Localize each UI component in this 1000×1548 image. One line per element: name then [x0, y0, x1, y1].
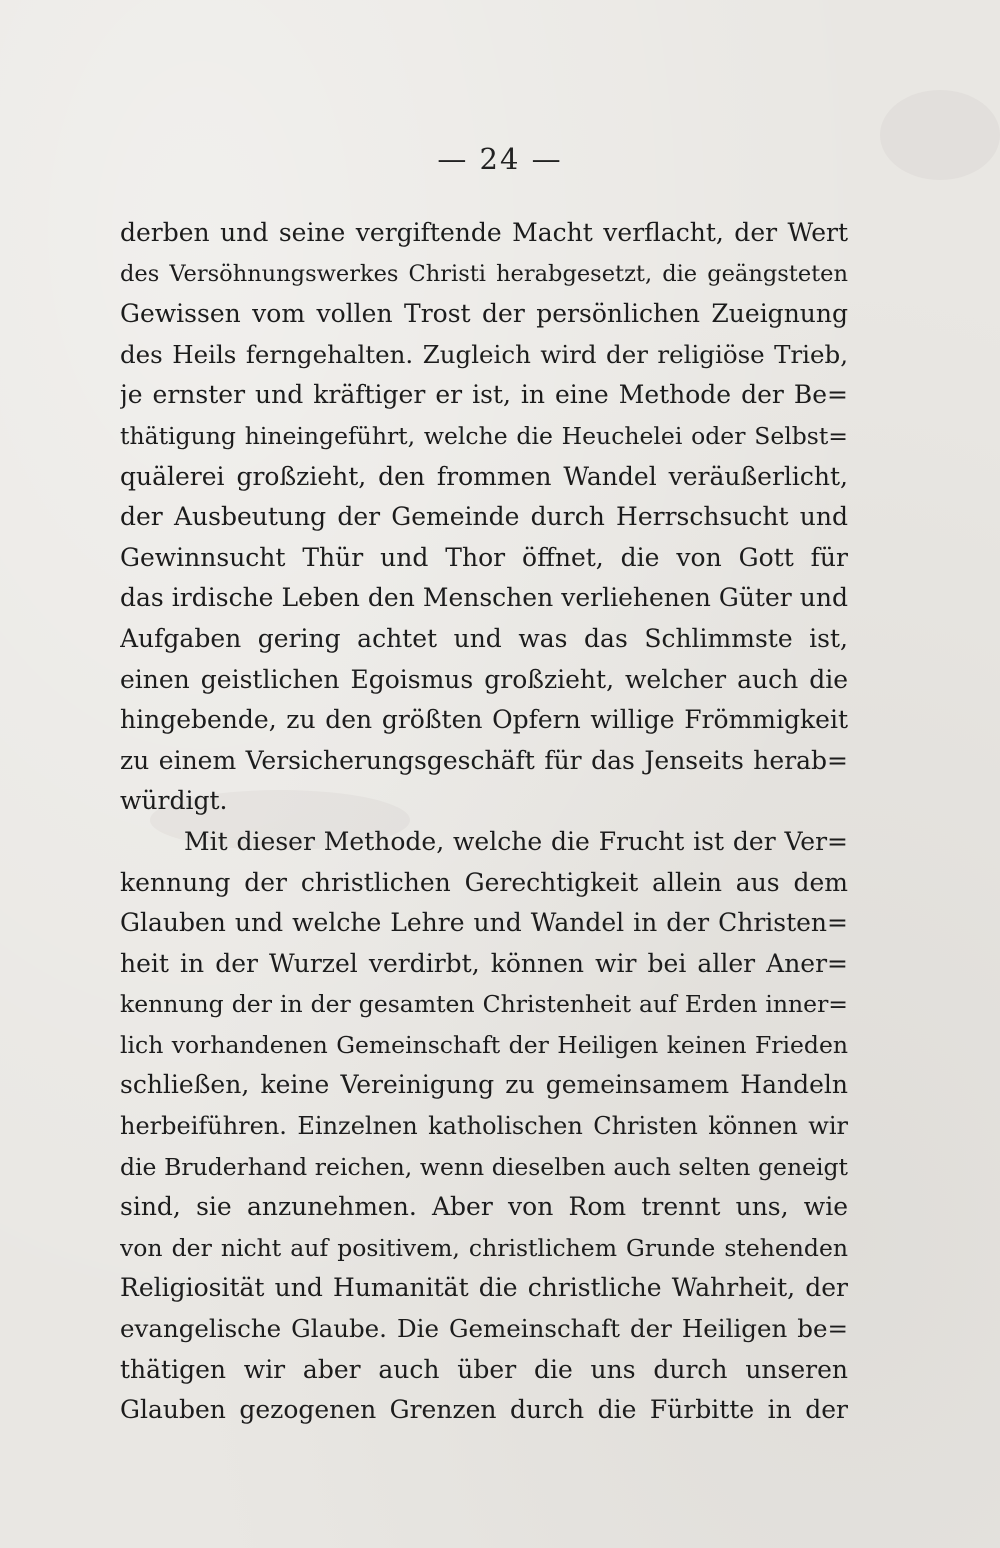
text-line: derben und seine vergiftende Macht verflacht, der Wert [120, 218, 848, 247]
text-line: sind, sie anzunehmen. Aber von Rom trennt uns, wie [120, 1192, 848, 1222]
text-line: thätigen wir aber auch über die uns durch unseren [120, 1354, 848, 1384]
text-line: kennung der in der gesamten Christenheit auf Erden inner= [120, 990, 848, 1019]
text-line: Glauben gezogenen Grenzen durch die Fürbitte in der [120, 1395, 848, 1425]
body-text [120, 213, 848, 1431]
text-line: kennung der christlichen Gerechtigkeit allein aus dem [120, 867, 848, 897]
text-line: des Versöhnungswerkes Christi herabgesetzt, die geängsteten [120, 260, 848, 287]
text-line: evangelische Glaube. Die Gemeinschaft der Heiligen be= [120, 1314, 848, 1344]
text-line: lich vorhandenen Gemeinschaft der Heiligen keinen Frieden [120, 1030, 848, 1059]
text-line: einen geistlichen Egoismus großzieht, welcher auch die [120, 664, 848, 694]
text-line: je ernster und kräftiger er ist, in eine Methode der Be= [120, 380, 848, 410]
text-line: Glauben und welche Lehre und Wandel in der Christen= [120, 908, 848, 938]
text-line: herbeiführen. Einzelnen katholischen Christen können wir [120, 1112, 848, 1141]
text-line: würdigt. [120, 786, 228, 816]
paragraph-2 [120, 822, 848, 1431]
page-number: — 24 — [437, 142, 563, 176]
text-line: Mit dieser Methode, welche die Frucht ist der Ver= [184, 826, 848, 856]
text-line: schließen, keine Vereinigung zu gemeinsamem Handeln [120, 1070, 848, 1100]
text-line: von der nicht auf positivem, christlichem Grunde stehenden [120, 1233, 848, 1262]
text-line: die Bruderhand reichen, wenn dieselben auch selten geneigt [120, 1152, 848, 1181]
text-line: Aufgaben gering achtet und was das Schlimmste ist, [120, 623, 848, 653]
text-line: Gewinnsucht Thür und Thor öffnet, die von Gott für [120, 542, 848, 572]
text-line: quälerei großzieht, den frommen Wandel veräußerlicht, [120, 461, 848, 491]
text-line: der Ausbeutung der Gemeinde durch Herrschsucht und [120, 502, 848, 532]
text-line: thätigung hineingeführt, welche die Heuchelei oder Selbst= [120, 421, 848, 450]
text-line: Religiosität und Humanität die christliche Wahrheit, der [120, 1273, 848, 1303]
text-line: heit in der Wurzel verdirbt, können wir bei aller Aner= [120, 948, 848, 978]
text-line: zu einem Versicherungsgeschäft für das Jenseits herab= [120, 745, 848, 775]
paragraph-1 [120, 213, 848, 822]
text-line: des Heils ferngehalten. Zugleich wird der religiöse Trieb, [120, 339, 848, 369]
text-line: hingebende, zu den größten Opfern willige Frömmigkeit [120, 705, 848, 735]
text-line: Gewissen vom vollen Trost der persönlichen Zueignung [120, 299, 848, 329]
text-line: das irdische Leben den Menschen verliehenen Güter und [120, 583, 848, 613]
